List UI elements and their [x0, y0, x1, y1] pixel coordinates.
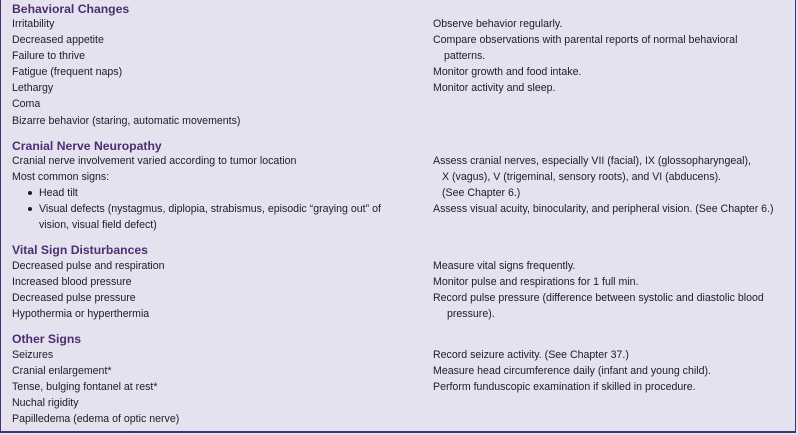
- sign-item: Tense, bulging fontanel at rest*: [12, 381, 158, 393]
- intervention-item: Measure head circumference daily (infant and young child).: [433, 365, 711, 377]
- sign-item: Seizures: [12, 349, 54, 361]
- intervention-item: Measure vital signs frequently.: [433, 260, 576, 272]
- sign-item: Papilledema (edema of optic nerve): [12, 413, 180, 425]
- bullet-icon: [28, 191, 32, 195]
- intervention-item-continued: X (vagus), V (trigeminal, sensory roots), and VI (abducens).: [442, 171, 722, 183]
- intervention-item-continued: pressure).: [447, 308, 495, 320]
- sign-item: Irritability: [12, 18, 55, 30]
- section-heading-vital: Vital Sign Disturbances: [12, 243, 148, 257]
- sign-item: Cranial enlargement*: [12, 365, 112, 377]
- bullet-item: Head tilt: [39, 187, 78, 199]
- sign-item: Hypothermia or hyperthermia: [12, 308, 150, 320]
- sign-item: Cranial nerve involvement varied according to tumor location: [12, 155, 297, 167]
- intervention-item: Assess cranial nerves, especially VII (facial), IX (glossopharyngeal),: [433, 155, 751, 167]
- intervention-item: Monitor growth and food intake.: [433, 66, 582, 78]
- sign-item: Increased blood pressure: [12, 276, 132, 288]
- intervention-item: Record seizure activity. (See Chapter 37.): [433, 349, 629, 361]
- sign-item: Most common signs:: [12, 171, 110, 183]
- intervention-item: Record pulse pressure (difference between systolic and diastolic blood: [433, 292, 764, 304]
- section-heading-cranial: Cranial Nerve Neuropathy: [12, 139, 162, 153]
- sign-item: Nuchal rigidity: [12, 397, 79, 409]
- section-heading-other: Other Signs: [12, 332, 82, 346]
- sign-item: Lethargy: [12, 82, 54, 94]
- section-heading-behavioral: Behavioral Changes: [12, 2, 130, 16]
- sign-item: Coma: [12, 98, 41, 110]
- intervention-item: Monitor pulse and respirations for 1 full min.: [433, 276, 639, 288]
- bullet-item: Visual defects (nystagmus, diplopia, strabismus, episodic “graying out” of: [39, 203, 381, 215]
- sign-item: Decreased pulse pressure: [12, 292, 136, 304]
- sign-item: Decreased appetite: [12, 34, 104, 46]
- intervention-item-continued: patterns.: [444, 50, 486, 62]
- bullet-icon: [28, 207, 32, 211]
- intervention-item: Assess visual acuity, binocularity, and peripheral vision. (See Chapter 6.): [433, 203, 774, 215]
- intervention-item: Perform funduscopic examination if skilled in procedure.: [433, 381, 696, 393]
- bullet-item-continued: vision, visual field defect): [39, 219, 157, 231]
- intervention-item-continued: (See Chapter 6.): [442, 187, 521, 199]
- intervention-item: Compare observations with parental reports of normal behavioral: [433, 34, 738, 46]
- sign-item: Bizarre behavior (staring, automatic movements): [12, 115, 241, 127]
- sign-item: Decreased pulse and respiration: [12, 260, 165, 272]
- sign-item: Fatigue (frequent naps): [12, 66, 123, 78]
- intervention-item: Monitor activity and sleep.: [433, 82, 556, 94]
- intervention-item: Observe behavior regularly.: [433, 18, 563, 30]
- sign-item: Failure to thrive: [12, 50, 86, 62]
